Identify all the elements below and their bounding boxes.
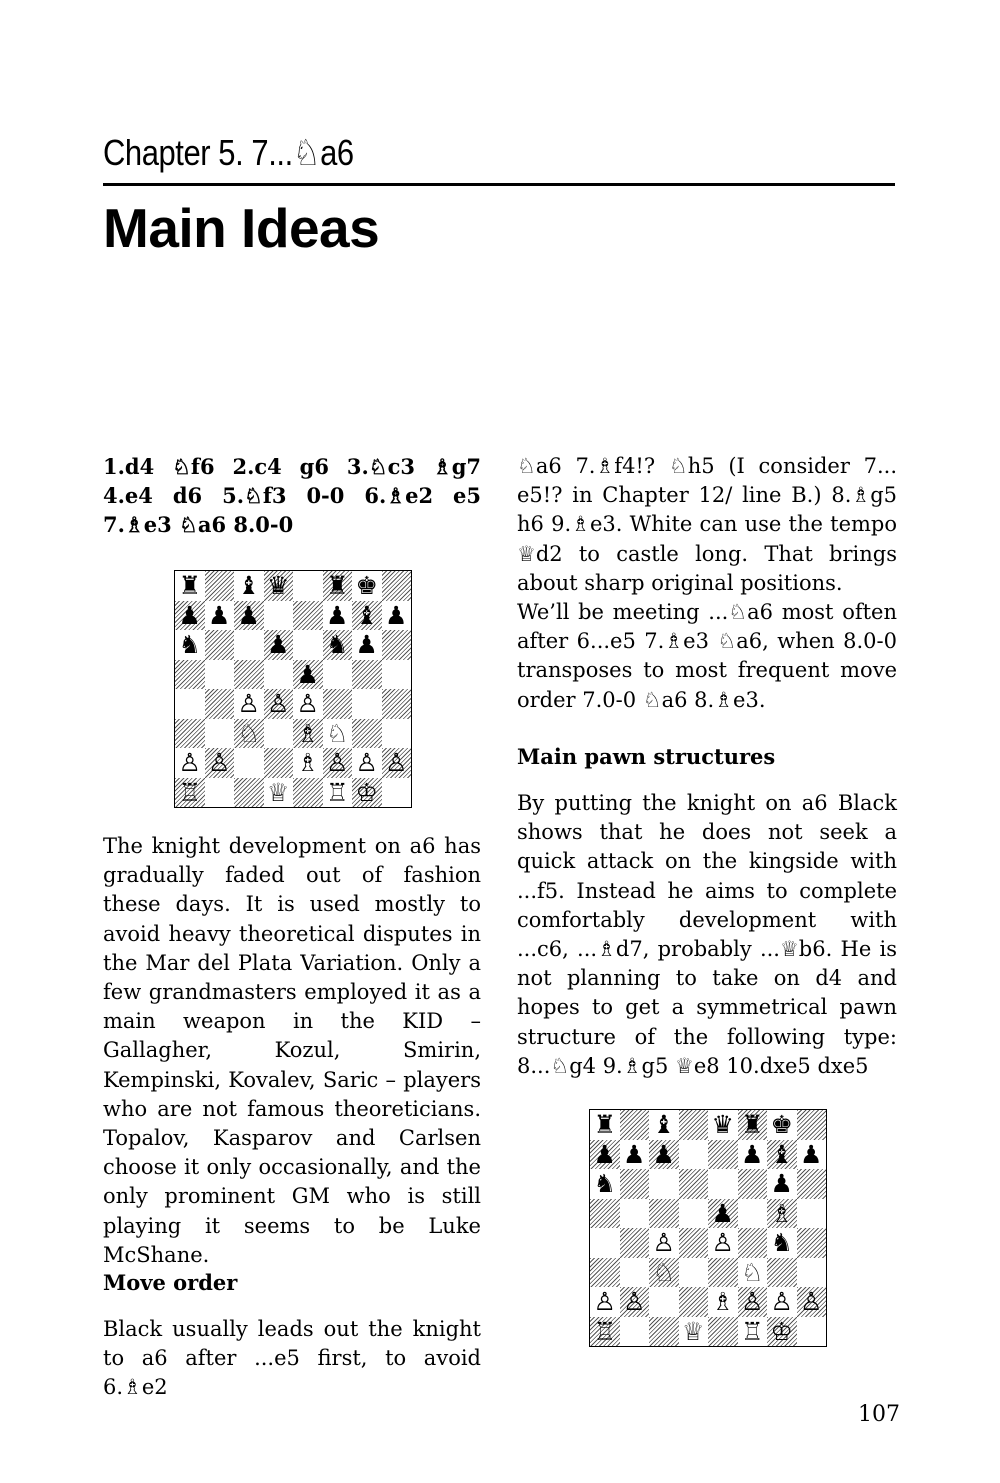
chess-piece: ♕ — [267, 777, 290, 807]
board-square — [234, 748, 264, 778]
board-square — [382, 630, 412, 660]
chess-piece: ♙ — [652, 1228, 675, 1258]
board-square — [738, 1199, 768, 1229]
chess-piece: ♗ — [767, 1199, 797, 1229]
chess-piece: ♟ — [800, 1139, 823, 1169]
board-square — [205, 719, 235, 749]
right-paragraphs — [517, 452, 897, 715]
chess-piece: ♟ — [355, 630, 378, 660]
board-square — [234, 778, 264, 808]
chess-piece: ♚ — [770, 1110, 793, 1140]
board-square — [352, 719, 382, 749]
chess-piece: ♙ — [797, 1287, 827, 1317]
board-square — [679, 1110, 709, 1140]
chess-piece: ♙ — [323, 748, 353, 778]
board-square — [649, 1169, 679, 1199]
board-square — [264, 601, 294, 631]
board-square — [205, 778, 235, 808]
board-rank — [590, 1110, 826, 1140]
chess-piece: ♗ — [296, 748, 319, 778]
chess-piece: ♞ — [323, 630, 353, 660]
chess-piece: ♜ — [323, 571, 353, 601]
move-order-paragraph — [103, 1315, 481, 1403]
chess-piece: ♘ — [649, 1258, 679, 1288]
board-square — [679, 1199, 709, 1229]
chess-piece: ♙ — [593, 1287, 616, 1317]
board-square — [382, 660, 412, 690]
board-rank — [175, 601, 411, 631]
board-square — [352, 660, 382, 690]
chess-piece: ♟ — [770, 1169, 793, 1199]
paragraph: ♘a6 7.♗f4!? ♘h5 (I consider 7... e5!? in Chapter 12/ line B.) 8.♗g5 h6 9.♗e3. White can use the tempo ♕d2 to castle long. That brings about sharp original positions. — [517, 454, 897, 595]
board-rank — [175, 660, 411, 690]
board-rank — [590, 1287, 826, 1317]
board-square — [293, 778, 323, 808]
chess-piece: ♖ — [326, 777, 349, 807]
heading-rule — [103, 183, 895, 186]
intro-paragraph — [103, 832, 481, 1270]
board-square — [620, 1199, 650, 1229]
chess-piece: ♝ — [237, 571, 260, 601]
chess-piece: ♙ — [382, 748, 412, 778]
chess-piece: ♝ — [352, 601, 382, 631]
board-square — [175, 689, 205, 719]
chess-piece: ♟ — [208, 600, 231, 630]
board-rank — [175, 748, 411, 778]
board-square — [382, 571, 412, 601]
board-square — [708, 1140, 738, 1170]
chess-piece: ♗ — [293, 719, 323, 749]
board-square — [234, 660, 264, 690]
board-square — [264, 660, 294, 690]
board-square — [264, 719, 294, 749]
board-square — [175, 660, 205, 690]
chess-piece: ♛ — [711, 1110, 734, 1140]
chess-piece: ♟ — [234, 601, 264, 631]
chess-piece: ♜ — [178, 571, 201, 601]
chess-piece: ♟ — [264, 630, 294, 660]
board-square — [649, 1199, 679, 1229]
board-square — [679, 1258, 709, 1288]
chess-piece: ♟ — [649, 1140, 679, 1170]
chess-piece: ♘ — [741, 1257, 764, 1287]
board-rank — [590, 1199, 826, 1229]
chess-piece: ♖ — [741, 1316, 764, 1346]
board-square — [679, 1140, 709, 1170]
board-rank — [590, 1317, 826, 1347]
chess-piece: ♙ — [770, 1287, 793, 1317]
chess-piece: ♟ — [293, 660, 323, 690]
board-square — [679, 1169, 709, 1199]
chess-piece: ♝ — [767, 1140, 797, 1170]
move-sequence: 1.d4 ♘f6 2.c4 g6 3.♘c3 ♗g7 4.e4 d6 5.♘f3 0-0 6.♗e2 e5 7.♗e3 ♘a6 8.0-0 — [103, 454, 481, 538]
chess-piece: ♙ — [355, 748, 378, 778]
chess-piece: ♜ — [738, 1110, 768, 1140]
chess-piece: ♟ — [385, 600, 408, 630]
chess-piece: ♟ — [741, 1139, 764, 1169]
board-square — [175, 719, 205, 749]
board-rank — [175, 571, 411, 601]
board-square — [679, 1228, 709, 1258]
board-rank — [175, 630, 411, 660]
chess-piece: ♙ — [296, 689, 319, 719]
opening-moves — [103, 452, 481, 540]
board-square — [382, 689, 412, 719]
board-square — [382, 719, 412, 749]
board-square — [767, 1258, 797, 1288]
section-heading-pawn-structures: Main pawn structures — [517, 744, 776, 769]
board-rank — [590, 1140, 826, 1170]
board-square — [590, 1228, 620, 1258]
board-square — [708, 1169, 738, 1199]
board-square — [679, 1287, 709, 1317]
board-square — [708, 1317, 738, 1347]
board-square — [205, 571, 235, 601]
chess-piece: ♖ — [175, 778, 205, 808]
board-square — [382, 778, 412, 808]
chess-piece: ♟ — [175, 601, 205, 631]
board-square — [708, 1258, 738, 1288]
board-square — [620, 1169, 650, 1199]
board-square — [620, 1228, 650, 1258]
board-square — [797, 1110, 827, 1140]
board-square — [590, 1199, 620, 1229]
board-rank — [590, 1228, 826, 1258]
chess-piece: ♖ — [590, 1317, 620, 1347]
board-square — [797, 1317, 827, 1347]
board-square — [234, 630, 264, 660]
board-square — [797, 1199, 827, 1229]
chess-piece: ♝ — [652, 1110, 675, 1140]
board-square — [264, 748, 294, 778]
chess-piece: ♘ — [234, 719, 264, 749]
chess-piece: ♞ — [770, 1228, 793, 1258]
chess-piece: ♕ — [682, 1316, 705, 1346]
board-rank — [175, 778, 411, 808]
board-square — [797, 1258, 827, 1288]
paragraph: Black usually leads out the knight to a6 after ...e5 first, to avoid 6.♗e2 — [103, 1317, 481, 1400]
chess-diagram-1 — [174, 570, 412, 808]
chess-piece: ♛ — [264, 571, 294, 601]
chapter-heading: Chapter 5. 7...♘a6 — [103, 132, 354, 173]
board-rank — [175, 689, 411, 719]
chess-piece: ♘ — [326, 718, 349, 748]
chess-piece: ♟ — [708, 1199, 738, 1229]
page-title: Main Ideas — [103, 197, 380, 259]
chess-piece: ♙ — [264, 689, 294, 719]
chess-piece: ♟ — [326, 600, 349, 630]
chess-piece: ♙ — [711, 1228, 734, 1258]
board-square — [649, 1287, 679, 1317]
board-rank — [590, 1258, 826, 1288]
board-square — [293, 571, 323, 601]
board-square — [205, 689, 235, 719]
board-square — [293, 630, 323, 660]
board-square — [620, 1110, 650, 1140]
section-heading-move-order: Move order — [103, 1270, 238, 1295]
chess-piece: ♔ — [352, 778, 382, 808]
board-rank — [590, 1169, 826, 1199]
chess-piece: ♞ — [593, 1169, 616, 1199]
page-number: 107 — [858, 1402, 900, 1427]
chess-piece: ♙ — [237, 689, 260, 719]
paragraph: By putting the knight on a6 Black shows that he does not seek a quick attack on the kingside with ...f5. Instead he aims to complete comfortably development with ...c6, ...♗d7, probably ...♕b6. He is not planning to take on d4 and hopes to get a symmetrical pawn structure of the following type: 8...♘g4 9.♗g5 ♕e8 10.dxe5 dxe5 — [517, 791, 897, 1078]
board-square — [205, 660, 235, 690]
board-square — [323, 689, 353, 719]
chess-piece: ♙ — [620, 1287, 650, 1317]
board-square — [590, 1258, 620, 1288]
board-square — [352, 689, 382, 719]
chess-piece: ♔ — [767, 1317, 797, 1347]
chess-piece: ♟ — [590, 1140, 620, 1170]
paragraph: The knight development on a6 has gradually faded out of fashion these days. It is used mostly to avoid heavy theoretical disputes in the Mar del Plata Variation. Only a few grandmasters employed it as a main weapon in the KID – Gallagher, Kozul, Smirin, Kempinski, Kovalev, Saric – players who are not famous theoreticians. Topalov, Kasparov and Carlsen choose it only occasionally, and the only prominent GM who is still playing it seems to be Luke McShane. — [103, 834, 481, 1267]
board-square — [293, 601, 323, 631]
chess-piece: ♗ — [711, 1287, 734, 1317]
board-square — [205, 630, 235, 660]
board-square — [738, 1228, 768, 1258]
chess-piece: ♞ — [178, 630, 201, 660]
board-square — [738, 1169, 768, 1199]
board-square — [797, 1228, 827, 1258]
pawn-structure-paragraph — [517, 789, 897, 1081]
chess-piece: ♟ — [623, 1139, 646, 1169]
chess-piece: ♙ — [738, 1287, 768, 1317]
chess-piece: ♙ — [178, 748, 201, 778]
board-square — [649, 1317, 679, 1347]
board-square — [323, 660, 353, 690]
board-square — [797, 1169, 827, 1199]
board-rank — [175, 719, 411, 749]
chess-diagram-2 — [589, 1109, 827, 1347]
board-square — [620, 1317, 650, 1347]
chess-piece: ♚ — [355, 571, 378, 601]
chess-piece: ♜ — [593, 1110, 616, 1140]
board-square — [620, 1258, 650, 1288]
chess-piece: ♙ — [205, 748, 235, 778]
paragraph: We’ll be meeting ...♘a6 most often after 6...e5 7.♗e3 ♘a6, when 8.0-0 transposes to most frequent move order 7.0-0 ♘a6 8.♗e3. — [517, 600, 897, 712]
